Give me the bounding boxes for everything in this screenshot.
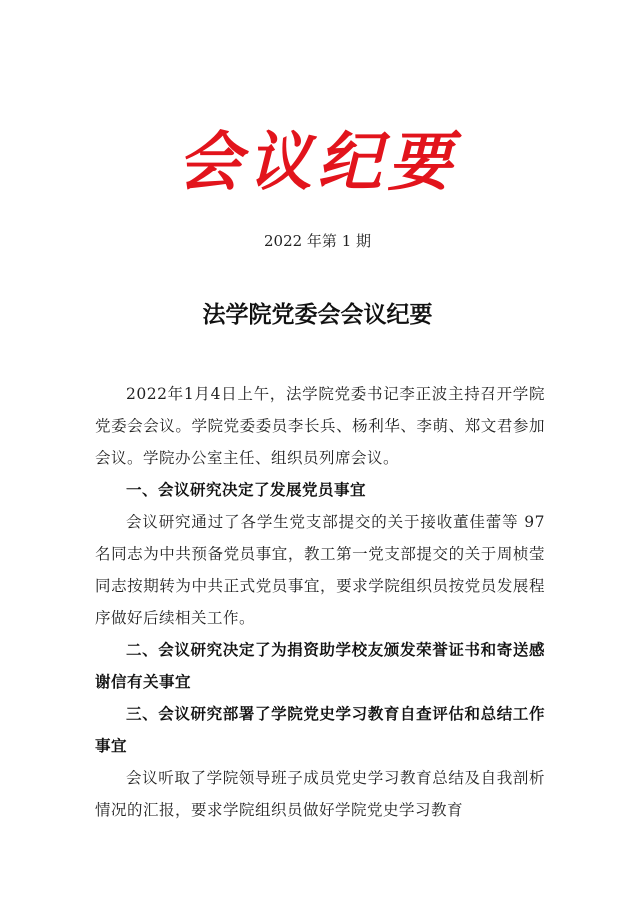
document-title: 法学院党委会会议纪要 <box>202 302 433 328</box>
intro-paragraph: 2022年1月4日上午，法学院党委书记李正波主持召开学院党委会会议。学院党委委员李长兵、杨利华、李萌、郑文君参加会议。学院办公室主任、组织员列席会议。 <box>95 385 545 467</box>
section-heading-3: 三、会议研究部署了学院党史学习教育自查评估和总结工作事宜 <box>95 705 545 755</box>
document-header-title: 会议纪要 <box>177 125 458 200</box>
section-heading-2: 二、会议研究决定了为捐资助学校友颁发荣誉证书和寄送感谢信有关事宜 <box>95 641 545 691</box>
section-body-1: 会议研究通过了各学生党支部提交的关于接收董佳蕾等 97 名同志为中共预备党员事宜，教工第一党支部提交的关于周桢莹同志按期转为中共正式党员事宜，要求学院组织员按党员发展程序做好后续相关工作。 <box>95 513 545 627</box>
issue-number: 2022 年第 1 期 <box>263 232 372 250</box>
document-body <box>95 378 545 826</box>
section-heading-1: 一、会议研究决定了发展党员事宜 <box>126 481 367 499</box>
section-body-3: 会议听取了学院领导班子成员党史学习教育总结及自我剖析情况的汇报，要求学院组织员做好学院党史学习教育 <box>95 769 545 819</box>
